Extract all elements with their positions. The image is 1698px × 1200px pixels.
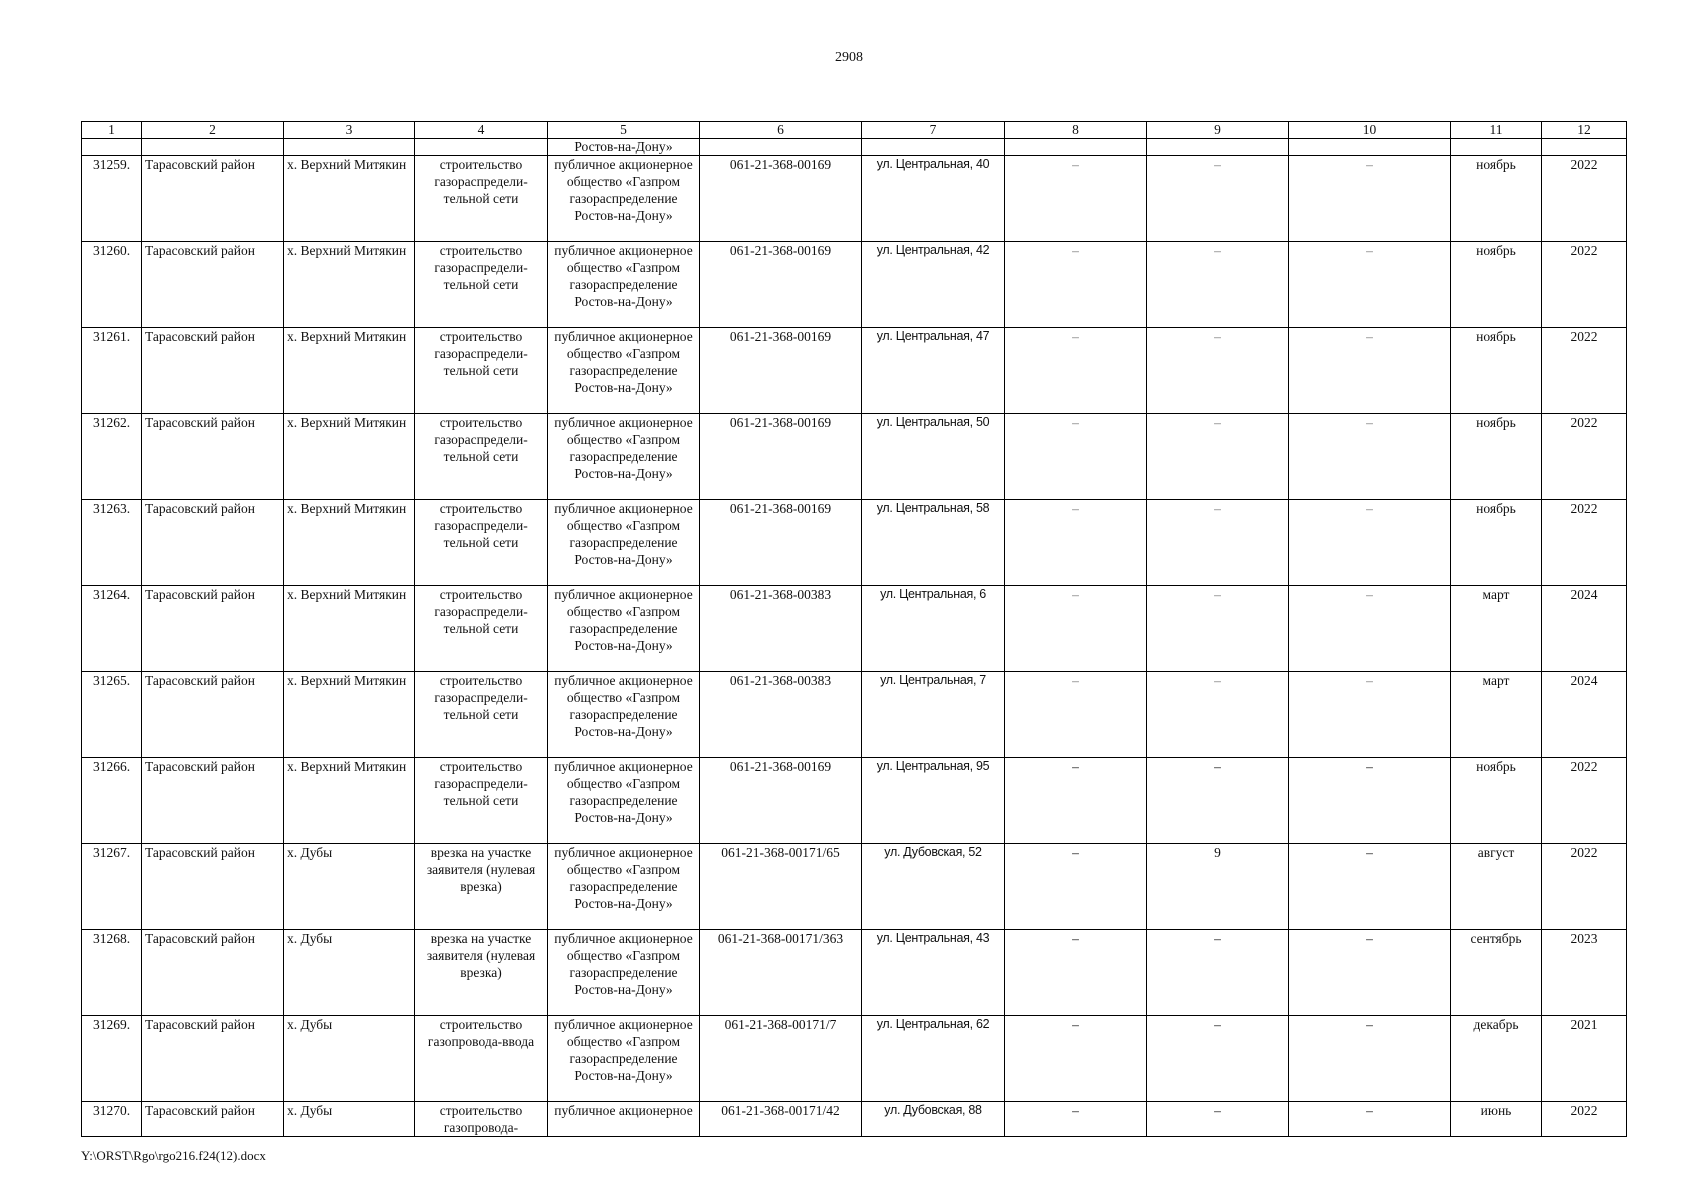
- table-cell-month: ноябрь: [1451, 242, 1542, 328]
- table-cell-address: ул. Центральная, 7: [862, 672, 1005, 758]
- continuation-row: [82, 139, 1627, 156]
- table-cell-locality: х. Верхний Митякин: [284, 242, 415, 328]
- table-cell-district: Тарасовский район: [142, 1016, 284, 1102]
- table-cell-org: публичное акционерное общество «Газпром газораспределение Ростов-на-Дону»: [548, 758, 700, 844]
- table-cell-year: 2022: [1542, 156, 1627, 242]
- table-cell-org: публичное акционерное общество «Газпром газораспределение Ростов-на-Дону»: [548, 500, 700, 586]
- table-cell-c9: –: [1147, 500, 1289, 586]
- table-cell-c9: –: [1147, 672, 1289, 758]
- table-cell-c8: –: [1005, 242, 1147, 328]
- gasification-table: [81, 121, 1627, 1137]
- table-cell: [284, 139, 415, 156]
- table-cell-year: 2022: [1542, 844, 1627, 930]
- table-cell: [1005, 139, 1147, 156]
- page-number: 2908: [835, 50, 863, 65]
- table-cell-c10: –: [1289, 500, 1451, 586]
- table-cell-code: 061-21-368-00169: [700, 328, 862, 414]
- col-header: 12: [1542, 122, 1627, 139]
- table-cell: [1147, 139, 1289, 156]
- table-cell-address: ул. Центральная, 40: [862, 156, 1005, 242]
- col-header: 7: [862, 122, 1005, 139]
- table-cell-month: ноябрь: [1451, 156, 1542, 242]
- table-cell-work: строительство газораспредели-тельной сети: [415, 672, 548, 758]
- table-row: [82, 672, 1627, 758]
- table-cell-n: 31266.: [82, 758, 142, 844]
- table-cell: Ростов-на-Дону»: [548, 139, 700, 156]
- table-cell-c10: –: [1289, 758, 1451, 844]
- col-header: 1: [82, 122, 142, 139]
- table-cell-district: Тарасовский район: [142, 672, 284, 758]
- table-cell-code: 061-21-368-00171/42: [700, 1102, 862, 1137]
- table-cell-code: 061-21-368-00171/7: [700, 1016, 862, 1102]
- table-row: [82, 1016, 1627, 1102]
- table-cell: [415, 139, 548, 156]
- table-cell-c9: –: [1147, 586, 1289, 672]
- table-cell-c9: –: [1147, 758, 1289, 844]
- table-cell-n: 31267.: [82, 844, 142, 930]
- table-cell-n: 31263.: [82, 500, 142, 586]
- table-cell-district: Тарасовский район: [142, 758, 284, 844]
- table-cell-year: 2022: [1542, 242, 1627, 328]
- col-header: 6: [700, 122, 862, 139]
- table-cell-work: строительство газопровода-ввода: [415, 1016, 548, 1102]
- table-cell-year: 2022: [1542, 414, 1627, 500]
- table-cell-month: август: [1451, 844, 1542, 930]
- table-cell: [862, 139, 1005, 156]
- table-cell-code: 061-21-368-00383: [700, 586, 862, 672]
- table-cell-code: 061-21-368-00169: [700, 414, 862, 500]
- table-cell-year: 2022: [1542, 758, 1627, 844]
- table-cell-n: 31270.: [82, 1102, 142, 1137]
- table-cell-locality: х. Верхний Митякин: [284, 328, 415, 414]
- table-row: [82, 844, 1627, 930]
- table-cell-c8: –: [1005, 930, 1147, 1016]
- table-cell-district: Тарасовский район: [142, 930, 284, 1016]
- table-cell-n: 31264.: [82, 586, 142, 672]
- table-cell-month: ноябрь: [1451, 500, 1542, 586]
- table-cell-work: строительство газопровода-: [415, 1102, 548, 1137]
- table-cell-year: 2023: [1542, 930, 1627, 1016]
- table-cell-c8: –: [1005, 328, 1147, 414]
- table-cell: [700, 139, 862, 156]
- table-cell-org: публичное акционерное общество «Газпром газораспределение Ростов-на-Дону»: [548, 672, 700, 758]
- table-cell-c10: –: [1289, 844, 1451, 930]
- table-cell-year: 2022: [1542, 1102, 1627, 1137]
- table-cell-work: строительство газораспредели-тельной сети: [415, 586, 548, 672]
- table-cell-work: врезка на участке заявителя (нулевая врезка): [415, 844, 548, 930]
- table-cell-address: ул. Центральная, 95: [862, 758, 1005, 844]
- table-cell-address: ул. Дубовская, 88: [862, 1102, 1005, 1137]
- col-header: 3: [284, 122, 415, 139]
- table-cell-org: публичное акционерное общество «Газпром газораспределение Ростов-на-Дону»: [548, 156, 700, 242]
- table-cell-work: строительство газораспредели-тельной сети: [415, 500, 548, 586]
- table-cell-code: 061-21-368-00169: [700, 156, 862, 242]
- table-cell-locality: х. Верхний Митякин: [284, 672, 415, 758]
- table-cell: [82, 139, 142, 156]
- table-cell: [1542, 139, 1627, 156]
- table-cell-district: Тарасовский район: [142, 586, 284, 672]
- table-cell-c8: –: [1005, 414, 1147, 500]
- table-cell-c9: –: [1147, 1016, 1289, 1102]
- table-cell-code: 061-21-368-00383: [700, 672, 862, 758]
- table-cell-month: март: [1451, 672, 1542, 758]
- table-cell-code: 061-21-368-00169: [700, 500, 862, 586]
- table-cell-c8: –: [1005, 1102, 1147, 1137]
- table-cell-work: строительство газораспредели-тельной сети: [415, 758, 548, 844]
- table-cell-c8: –: [1005, 844, 1147, 930]
- table-cell-n: 31261.: [82, 328, 142, 414]
- table-cell-address: ул. Центральная, 50: [862, 414, 1005, 500]
- col-header: 5: [548, 122, 700, 139]
- table-row: [82, 500, 1627, 586]
- table-cell-month: ноябрь: [1451, 758, 1542, 844]
- col-header: 2: [142, 122, 284, 139]
- table-cell-month: сентябрь: [1451, 930, 1542, 1016]
- table-row: [82, 414, 1627, 500]
- table-cell-year: 2022: [1542, 328, 1627, 414]
- table-cell-locality: х. Дубы: [284, 844, 415, 930]
- table-cell-locality: х. Верхний Митякин: [284, 586, 415, 672]
- table-cell-district: Тарасовский район: [142, 328, 284, 414]
- table-cell-locality: х. Верхний Митякин: [284, 414, 415, 500]
- table-cell-org: публичное акционерное общество «Газпром газораспределение Ростов-на-Дону»: [548, 586, 700, 672]
- table-cell-c10: –: [1289, 156, 1451, 242]
- document-table-container: [81, 121, 1626, 1137]
- table-cell-c10: –: [1289, 414, 1451, 500]
- table-cell-org: публичное акционерное общество «Газпром газораспределение Ростов-на-Дону»: [548, 414, 700, 500]
- table-cell-work: строительство газораспредели-тельной сети: [415, 414, 548, 500]
- table-cell-address: ул. Дубовская, 52: [862, 844, 1005, 930]
- table-cell-year: 2021: [1542, 1016, 1627, 1102]
- table-cell-org: публичное акционерное общество «Газпром газораспределение Ростов-на-Дону»: [548, 328, 700, 414]
- table-cell-code: 061-21-368-00171/363: [700, 930, 862, 1016]
- table-row: [82, 156, 1627, 242]
- table-cell-c9: 9: [1147, 844, 1289, 930]
- table-cell-year: 2024: [1542, 672, 1627, 758]
- table-cell-code: 061-21-368-00169: [700, 758, 862, 844]
- table-cell-c9: –: [1147, 930, 1289, 1016]
- table-cell-address: ул. Центральная, 6: [862, 586, 1005, 672]
- table-cell-c8: –: [1005, 758, 1147, 844]
- table-cell-year: 2024: [1542, 586, 1627, 672]
- table-cell-district: Тарасовский район: [142, 1102, 284, 1137]
- table-cell-address: ул. Центральная, 43: [862, 930, 1005, 1016]
- table-cell-c9: –: [1147, 328, 1289, 414]
- table-cell-c9: –: [1147, 156, 1289, 242]
- table-cell-work: строительство газораспредели-тельной сети: [415, 242, 548, 328]
- table-cell-locality: х. Верхний Митякин: [284, 156, 415, 242]
- table-row: [82, 1102, 1627, 1137]
- table-cell-district: Тарасовский район: [142, 242, 284, 328]
- table-row: [82, 758, 1627, 844]
- table-cell-work: строительство газораспредели-тельной сети: [415, 156, 548, 242]
- table-cell-code: 061-21-368-00169: [700, 242, 862, 328]
- table-cell-org: публичное акционерное: [548, 1102, 700, 1137]
- table-cell-year: 2022: [1542, 500, 1627, 586]
- table-cell-address: ул. Центральная, 62: [862, 1016, 1005, 1102]
- table-cell-c10: –: [1289, 672, 1451, 758]
- table-cell-org: публичное акционерное общество «Газпром газораспределение Ростов-на-Дону»: [548, 242, 700, 328]
- table-cell-month: ноябрь: [1451, 414, 1542, 500]
- table-cell: [1451, 139, 1542, 156]
- table-cell-district: Тарасовский район: [142, 156, 284, 242]
- table-row: [82, 328, 1627, 414]
- table-cell-district: Тарасовский район: [142, 500, 284, 586]
- table-cell-n: 31262.: [82, 414, 142, 500]
- table-cell-n: 31260.: [82, 242, 142, 328]
- table-cell-org: публичное акционерное общество «Газпром газораспределение Ростов-на-Дону»: [548, 844, 700, 930]
- table-cell-locality: х. Верхний Митякин: [284, 758, 415, 844]
- table-cell-c9: –: [1147, 242, 1289, 328]
- table-cell-month: март: [1451, 586, 1542, 672]
- table-cell-c10: –: [1289, 242, 1451, 328]
- table-cell-c8: –: [1005, 672, 1147, 758]
- table-cell-org: публичное акционерное общество «Газпром газораспределение Ростов-на-Дону»: [548, 930, 700, 1016]
- table-cell-locality: х. Верхний Митякин: [284, 500, 415, 586]
- table-cell-n: 31259.: [82, 156, 142, 242]
- table-cell: [142, 139, 284, 156]
- table-cell-c8: –: [1005, 586, 1147, 672]
- col-header: 8: [1005, 122, 1147, 139]
- table-cell-address: ул. Центральная, 42: [862, 242, 1005, 328]
- table-cell-work: врезка на участке заявителя (нулевая врезка): [415, 930, 548, 1016]
- table-cell-n: 31269.: [82, 1016, 142, 1102]
- table-cell-address: ул. Центральная, 47: [862, 328, 1005, 414]
- table-row: [82, 586, 1627, 672]
- table-cell-n: 31268.: [82, 930, 142, 1016]
- table-cell-district: Тарасовский район: [142, 844, 284, 930]
- table-cell-c9: –: [1147, 1102, 1289, 1137]
- table-cell-c10: –: [1289, 930, 1451, 1016]
- table-cell-c9: –: [1147, 414, 1289, 500]
- table-cell-c8: –: [1005, 156, 1147, 242]
- table-cell-month: ноябрь: [1451, 328, 1542, 414]
- table-row: [82, 242, 1627, 328]
- table-cell-c10: –: [1289, 328, 1451, 414]
- table-cell-work: строительство газораспредели-тельной сети: [415, 328, 548, 414]
- table-cell-code: 061-21-368-00171/65: [700, 844, 862, 930]
- table-cell-month: декабрь: [1451, 1016, 1542, 1102]
- table-cell-c10: –: [1289, 1016, 1451, 1102]
- col-header: 9: [1147, 122, 1289, 139]
- table-cell-address: ул. Центральная, 58: [862, 500, 1005, 586]
- table-cell: [1289, 139, 1451, 156]
- table-cell-locality: х. Дубы: [284, 1016, 415, 1102]
- col-header: 10: [1289, 122, 1451, 139]
- table-cell-n: 31265.: [82, 672, 142, 758]
- col-header: 11: [1451, 122, 1542, 139]
- table-cell-c10: –: [1289, 1102, 1451, 1137]
- header-row: [82, 122, 1627, 139]
- table-cell-month: июнь: [1451, 1102, 1542, 1137]
- table-cell-locality: х. Дубы: [284, 930, 415, 1016]
- table-cell-org: публичное акционерное общество «Газпром газораспределение Ростов-на-Дону»: [548, 1016, 700, 1102]
- table-cell-c10: –: [1289, 586, 1451, 672]
- table-cell-district: Тарасовский район: [142, 414, 284, 500]
- table-cell-c8: –: [1005, 500, 1147, 586]
- table-row: [82, 930, 1627, 1016]
- col-header: 4: [415, 122, 548, 139]
- footer-file-path: Y:\ORST\Rgo\rgo216.f24(12).docx: [81, 1148, 266, 1163]
- table-cell-c8: –: [1005, 1016, 1147, 1102]
- table-cell-locality: х. Дубы: [284, 1102, 415, 1137]
